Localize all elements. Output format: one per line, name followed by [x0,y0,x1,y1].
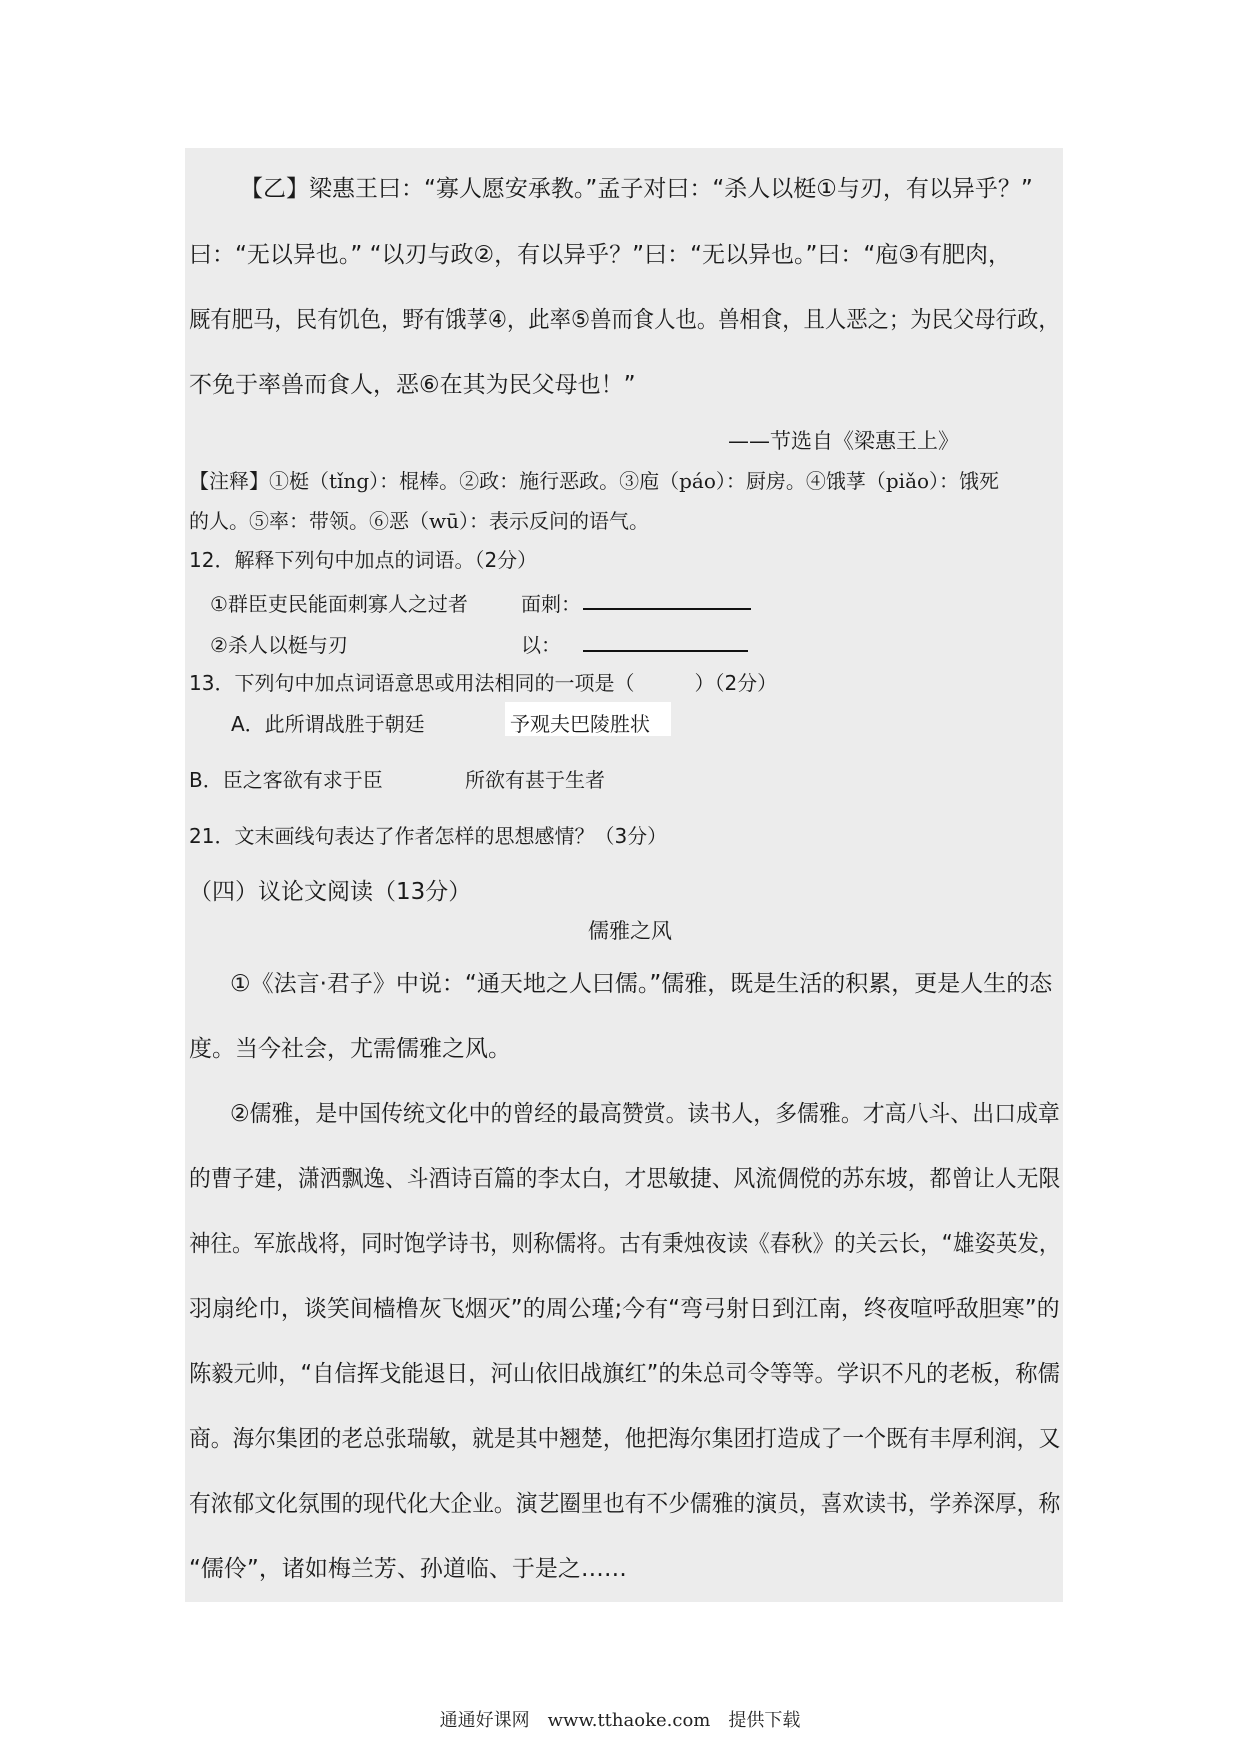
passage-b-line-3: 厩有肥马，民有饥色，野有饿莩④，此率⑤兽而食人也。兽相食，且人恶之；为民父母行政， [189,307,1060,333]
article-line-1: ①《法言·君子》中说：“通天地之人曰儒。”儒雅，既是生活的积累，更是人生的态 [230,971,1053,997]
passage-b-line-2: 曰：“无以异也。” “以刃与政②，有以异乎？”曰：“无以异也。”曰：“庖③有肥肉， [189,242,1011,268]
question-21-title: 21．文末画线句表达了作者怎样的思想感情？（3分） [189,824,668,848]
notes-line-1: 【注释】①梃（tǐng）：棍棒。②政：施行恶政。③庖（páo）：厨房。④饿莩（piǎo）：饿死 [189,469,1000,493]
question-12-item-2-sentence: ②杀人以梃与刃 [210,633,348,657]
question-13-option-a-left: A．此所谓战胜于朝廷 [231,712,425,736]
notes-line-2: 的人。⑤率：带领。⑥恶（wū）：表示反问的语气。 [189,509,649,533]
question-12-title: 12．解释下列句中加点的词语。（2分） [189,548,538,572]
answer-blank-12-1[interactable] [583,608,751,610]
footer-credit: 通通好课网 www.tthaoke.com 提供下载 [439,1710,801,1731]
question-13-option-a-right: 予观夫巴陵胜状 [510,712,650,736]
answer-blank-12-2[interactable] [583,650,748,652]
question-13-title: 13．下列句中加点词语意思或用法相同的一项是（ ）（2分） [189,671,778,695]
question-13-option-b-right: 所欲有甚于生者 [465,768,605,792]
article-line-4: 的曹子建，潇洒飘逸、斗酒诗百篇的李太白，才思敏捷、风流倜傥的苏东坡，都曾让人无限 [189,1166,1061,1192]
article-line-10: “儒伶”，诸如梅兰芳、孙道临、于是之…… [189,1556,627,1582]
passage-b-line-4: 不免于率兽而食人，恶⑥在其为民父母也！” [189,372,636,398]
article-line-7: 陈毅元帅，“自信挥戈能退日，河山依旧战旗红”的朱总司令等等。学识不凡的老板，称儒 [189,1361,1060,1387]
article-line-2: 度。当今社会，尤需儒雅之风。 [189,1036,511,1062]
passage-b-line-1: 【乙】梁惠王曰：“寡人愿安承教。”孟子对曰：“杀人以梃①与刃，有以异乎？” [240,176,1033,202]
passage-b-source: ——节选自《梁惠王上》 [728,429,959,453]
article-line-3: ②儒雅，是中国传统文化中的曾经的最高赞赏。读书人，多儒雅。才高八斗、出口成章 [230,1101,1060,1127]
article-line-8: 商。海尔集团的老总张瑞敏，就是其中翘楚，他把海尔集团打造成了一个既有丰厚利润，又 [189,1426,1061,1452]
article-line-6: 羽扇纶巾，谈笑间樯橹灰飞烟灭”的周公瑾;今有“弯弓射日到江南，终夜喧呼敌胆寒”的 [189,1296,1060,1322]
article-title: 儒雅之风 [588,919,672,943]
question-12-item-1-word: 面刺： [521,592,581,616]
article-line-9: 有浓郁文化氛围的现代化大企业。演艺圈里也有不少儒雅的演员，喜欢读书，学养深厚，称 [189,1491,1061,1517]
article-line-5: 神往。军旅战将，同时饱学诗书，则称儒将。古有秉烛夜读《春秋》的关云长，“雄姿英发， [189,1231,1061,1257]
section-4-heading: （四）议论文阅读（13分） [189,879,472,905]
question-12-item-1-sentence: ①群臣吏民能面刺寡人之过者 [210,592,468,616]
question-13-option-b-left: B．臣之客欲有求于臣 [189,768,383,792]
question-12-item-2-word: 以： [521,633,561,657]
